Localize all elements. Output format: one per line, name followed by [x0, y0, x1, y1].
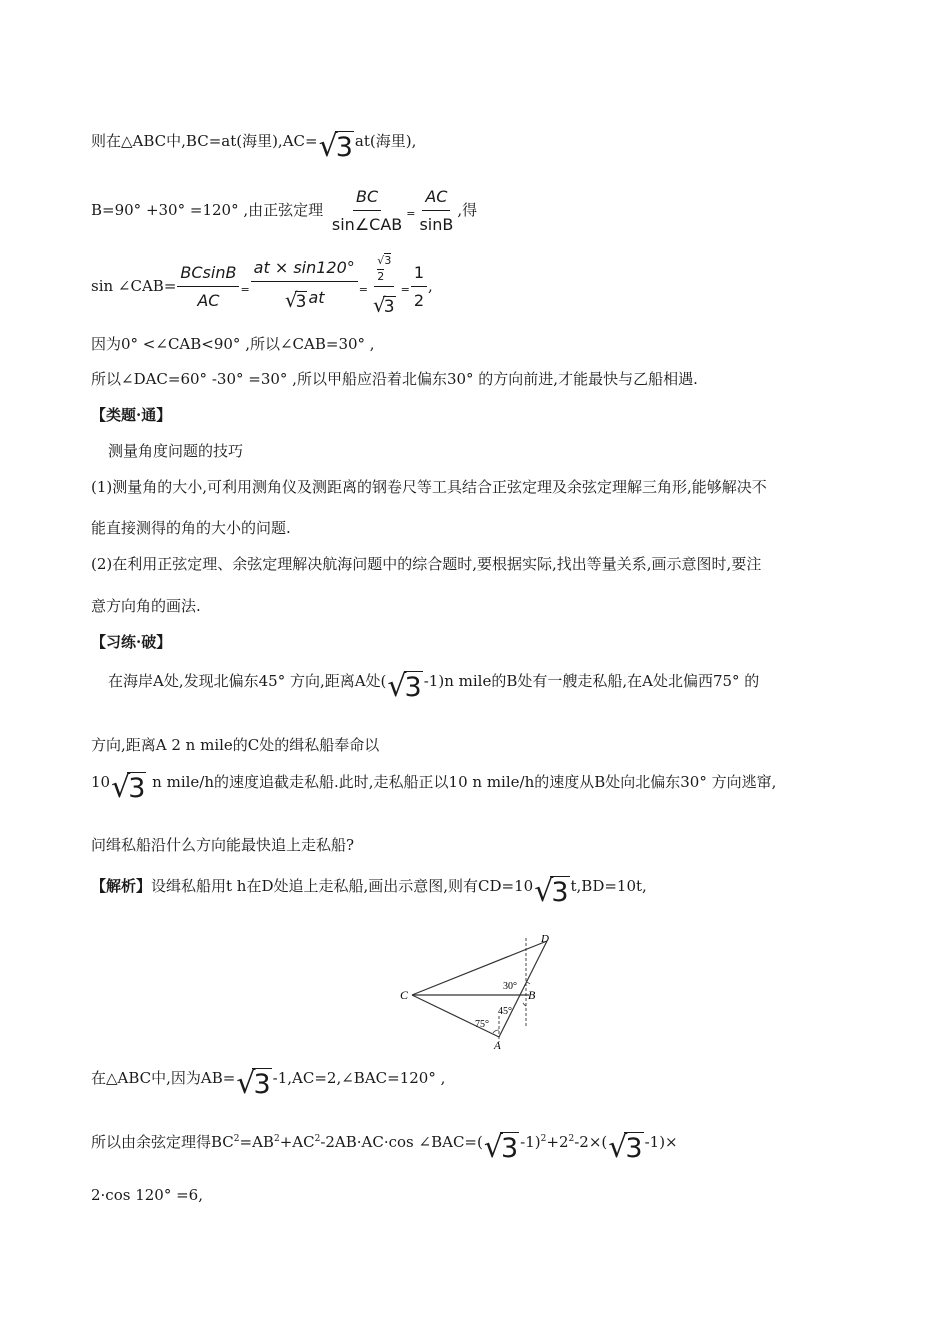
sqrt-symbol: √3 — [318, 129, 353, 164]
text-line: 能直接测得的角的大小的问题. — [91, 519, 291, 537]
segment-ca — [412, 995, 499, 1037]
text-line: 2·cos 120° =6, — [91, 1186, 203, 1204]
text-line: (2)在利用正弦定理、余弦定理解决航海问题中的综合题时,要根据实际,找出等量关系,画示意图时,要注 — [91, 555, 762, 573]
section-heading: 【类题·通】 — [91, 406, 172, 424]
text-line: 方向,距离A 2 n mile的C处的缉私船奉命以 — [91, 736, 380, 754]
sqrt-symbol: √3 — [387, 669, 422, 704]
text-line: B=90° +30° =120° ,由正弦定理 $\frac{BC}{\text{sin∠CAB}}$ = $\frac{AC}{\sin B}$ ,得 — [91, 187, 478, 234]
label-d: D — [541, 933, 549, 945]
fraction: $\frac{at \times \sin 120^\circ}{√3 at}$ — [251, 257, 358, 317]
fraction: $\frac{AC}{\sin B}$ — [419, 187, 454, 234]
fraction: √3 2 √3 — [373, 254, 395, 317]
sqrt-symbol: √3 — [483, 1130, 519, 1165]
fraction: $\frac{BCsinB}{AC}$ — [177, 262, 239, 312]
geometry-figure — [395, 930, 565, 1055]
text-line: 所以由余弦定理得$BC^2=AB^2+AC^2-2AB\cdot AC\cdot\cos$ ∠BAC=(√3 $-1)^2+2^2-2\times(√3$ -1)× — [91, 1130, 678, 1165]
fraction: $\frac{1}{2}$ — [411, 262, 427, 312]
text-line: 在海岸A处,发现北偏东45° 方向,距离A处(√3 -1)n mile的B处有一艘走私船,在A处北偏西75° 的 — [108, 669, 760, 704]
angle-arc-45 — [523, 1003, 526, 1006]
text-line: 问缉私船沿什么方向能最快追上走私船? — [91, 836, 355, 854]
sqrt-symbol: √3 — [608, 1130, 643, 1165]
text-line: 10√3 n mile/h的速度追截走私船.此时,走私船正以10 n mile/h的速度从B处向北偏东30° 方向逃窜, — [91, 770, 777, 805]
text-line: 测量角度问题的技巧 — [108, 442, 244, 460]
sqrt-symbol: √3 — [236, 1066, 271, 1101]
label-c: C — [400, 988, 409, 1002]
text-line: sin ∠CAB= $\frac{BCsinB}{AC}$ = $\frac{at \times \sin 120^\circ}{√3 at}$ = √3 2 √3 = $\frac{1}{2}$ , — [91, 252, 433, 322]
text-line: 所以∠DAC=60° -30° =30° ,所以甲船应沿着北偏东30° 的方向前进,才能最快与乙船相遇. — [91, 370, 698, 388]
segment-cd — [412, 941, 547, 995]
angle-label-75: 75° — [475, 1019, 489, 1030]
angle-label-45: 45° — [498, 1006, 512, 1017]
label-b: B — [528, 988, 536, 1002]
angle-arc-75 — [493, 1030, 499, 1033]
angle-label-30: 30° — [503, 981, 517, 992]
fraction: $\frac{BC}{\text{sin∠CAB}}$ — [331, 187, 403, 234]
text-line: (1)测量角的大小,可利用测角仪及测距离的钢卷尺等工具结合正弦定理及余弦定理解三角形,能够解决不 — [91, 478, 767, 496]
label-a: A — [494, 1040, 501, 1052]
text-line: 则在△ABC中,BC=at(海里),AC=√3 at(海里), — [91, 129, 417, 164]
text-line: 【解析】设缉私船用t h在D处追上走私船,画出示意图,则有CD=10√3 t,BD=10t, — [91, 874, 647, 909]
sqrt-symbol: √3 — [534, 874, 569, 909]
section-heading: 【习练·破】 — [91, 633, 172, 651]
text-line: 在△ABC中,因为AB=√3 -1,AC=2,∠BAC=120° , — [91, 1066, 446, 1101]
sqrt-symbol: √3 — [111, 770, 146, 805]
text-line: 意方向角的画法. — [91, 597, 201, 615]
text-line: 因为0° <∠CAB<90° ,所以∠CAB=30° , — [91, 335, 375, 353]
